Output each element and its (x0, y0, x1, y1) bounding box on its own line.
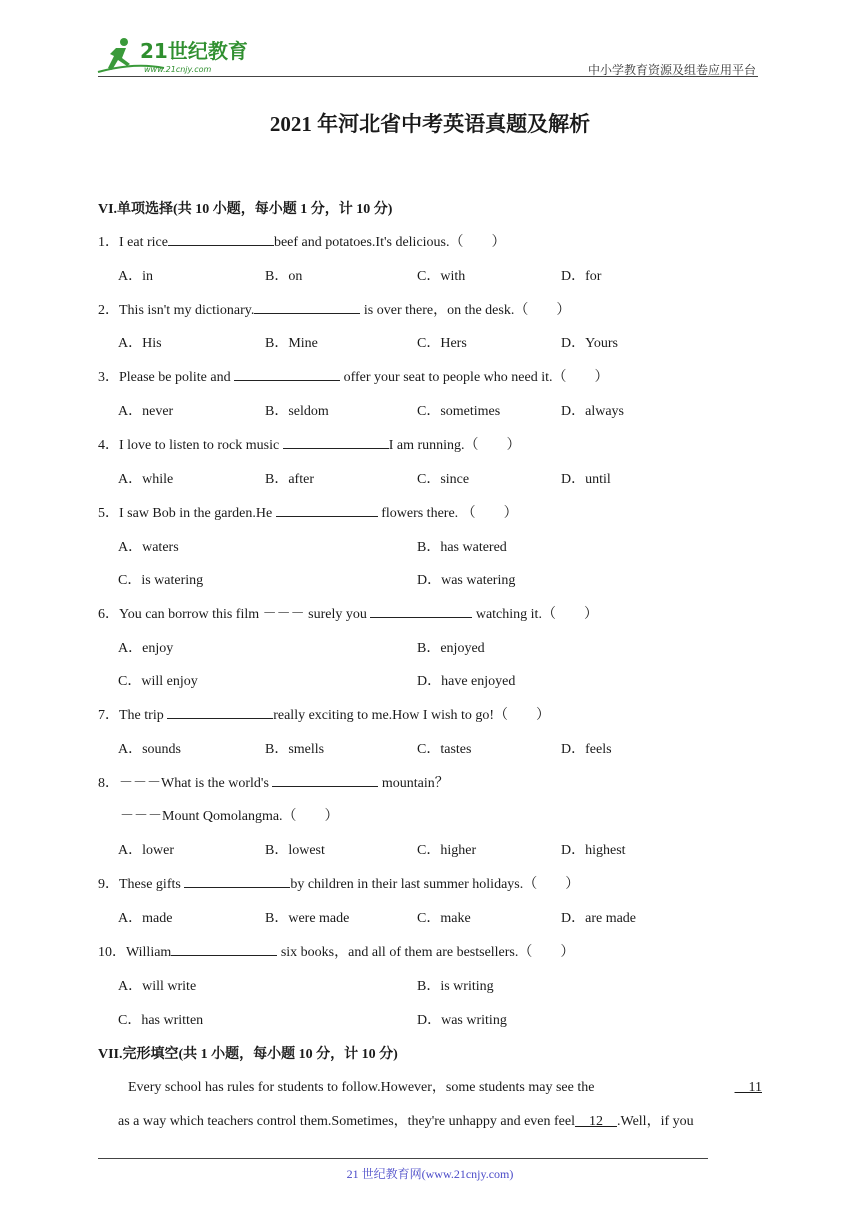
passage-line-2 (118, 1110, 694, 1130)
question-6 (98, 603, 598, 623)
answer-blank[interactable] (167, 704, 273, 719)
question-2-text-pre: 2．This isn't my dictionary. (98, 303, 255, 318)
blank-12[interactable]: 12 (574, 1114, 617, 1129)
question-8-reply: －－－Mount Qomolangma.（ ） (120, 809, 339, 824)
question-5-text-post: flowers there. （ ） (377, 506, 518, 521)
passage-line-2-pre: as a way which teachers control them.Sometimes，they're unhappy and even feel (118, 1114, 575, 1129)
section-7-title: VII.完形填空(共 1 小题，每小题 10 分，计 10 分) (98, 1047, 398, 1062)
option-a[interactable]: A．waters (118, 540, 179, 555)
question-1-text-post: beef and potatoes.It's delicious.（ ） (273, 235, 506, 250)
site-logo (94, 34, 259, 78)
question-9 (98, 873, 579, 893)
option-b[interactable]: B．seldom (265, 404, 329, 419)
option-c[interactable]: C．with (417, 269, 466, 284)
question-7 (98, 704, 550, 724)
answer-blank[interactable] (168, 231, 274, 246)
answer-blank[interactable] (234, 366, 340, 381)
question-10-text-post: six books，and all of them are bestsellers.（ ） (277, 945, 575, 960)
question-4 (98, 434, 521, 454)
footer-text[interactable]: 21 世纪教育网(www.21cnjy.com) (346, 1167, 514, 1181)
option-c[interactable]: C．sometimes (417, 404, 501, 419)
answer-blank[interactable] (184, 873, 290, 888)
option-b[interactable]: B．has watered (417, 540, 507, 555)
question-1-text-pre: 1．I eat rice (98, 235, 168, 250)
answer-blank[interactable] (370, 603, 472, 618)
answer-blank[interactable] (171, 941, 277, 956)
option-d[interactable]: D．was writing (417, 1013, 507, 1028)
question-9-text-post: by children in their last summer holidays.（ ） (290, 877, 580, 892)
option-b[interactable]: B．enjoyed (417, 641, 485, 656)
question-8-text-pre: 8．－－－What is the world's (98, 776, 273, 791)
option-d[interactable]: D．Yours (561, 336, 618, 351)
passage-line-2-post: .Well，if you (616, 1114, 694, 1129)
option-d[interactable]: D．are made (561, 911, 637, 926)
question-5 (98, 502, 518, 522)
option-a[interactable]: A．will write (118, 979, 197, 994)
question-4-text-post: I am running.（ ） (388, 438, 521, 453)
page-title: 2021 年河北省中考英语真题及解析 (269, 112, 591, 136)
question-9-text-pre: 9．These gifts (98, 877, 185, 892)
option-c[interactable]: C．tastes (417, 742, 472, 757)
answer-blank[interactable] (276, 502, 378, 517)
option-c[interactable]: C．make (417, 911, 471, 926)
option-a[interactable]: A．His (118, 336, 162, 351)
question-10-text-pre: 10．William (98, 945, 172, 960)
option-c[interactable]: C．has written (118, 1013, 204, 1028)
option-b[interactable]: B．smells (265, 742, 325, 757)
logo-url: www.21cnjy.com (144, 65, 212, 74)
question-4-text-pre: 4．I love to listen to rock music (98, 438, 283, 453)
option-a[interactable]: A．sounds (118, 742, 182, 757)
passage-line-1: Every school has rules for students to follow.However，some students may see the (128, 1080, 595, 1095)
option-c[interactable]: C．since (417, 472, 470, 487)
question-3-text-post: offer your seat to people who need it.（ ） (340, 370, 609, 385)
option-b[interactable]: B．lowest (265, 843, 325, 858)
option-d[interactable]: D．for (561, 269, 602, 284)
blank-11[interactable]: 11 (734, 1080, 762, 1095)
option-c[interactable]: C．will enjoy (118, 674, 198, 689)
answer-blank[interactable] (254, 299, 360, 314)
question-3 (98, 366, 608, 386)
option-a[interactable]: A．lower (118, 843, 174, 858)
answer-blank[interactable] (283, 434, 389, 449)
question-1 (98, 231, 506, 251)
option-d[interactable]: D．feels (561, 742, 612, 757)
question-6-text-pre: 6．You can borrow this film －－－ surely you (98, 607, 371, 622)
option-c[interactable]: C．higher (417, 843, 477, 858)
option-b[interactable]: B．is writing (417, 979, 494, 994)
option-b[interactable]: B．Mine (265, 336, 318, 351)
question-2 (98, 299, 570, 319)
option-a[interactable]: A．enjoy (118, 641, 174, 656)
option-a[interactable]: A．made (118, 911, 173, 926)
question-5-text-pre: 5．I saw Bob in the garden.He (98, 506, 276, 521)
option-a[interactable]: A．in (118, 269, 153, 284)
option-d[interactable]: D．always (561, 404, 624, 419)
question-2-text-post: is over there，on the desk.（ ） (360, 303, 571, 318)
option-d[interactable]: D．was watering (417, 573, 516, 588)
header-divider (98, 76, 758, 77)
answer-blank[interactable] (272, 772, 378, 787)
footer-divider (98, 1158, 708, 1159)
platform-name: 中小学教育资源及组卷应用平台 (587, 63, 756, 77)
question-3-text-pre: 3．Please be polite and (98, 370, 235, 385)
question-7-text-post: really exciting to me.How I wish to go!（ ） (273, 708, 551, 723)
option-b[interactable]: B．were made (265, 911, 350, 926)
question-7-text-pre: 7．The trip (98, 708, 168, 723)
logo-text: 21世纪教育 (140, 39, 248, 63)
option-d[interactable]: D．have enjoyed (417, 674, 516, 689)
option-b[interactable]: B．after (265, 472, 314, 487)
option-c[interactable]: C．is watering (118, 573, 204, 588)
question-10 (98, 941, 574, 961)
question-8 (98, 772, 449, 792)
option-c[interactable]: C．Hers (417, 336, 467, 351)
question-6-text-post: watching it.（ ） (472, 607, 598, 622)
section-6-title: VI.单项选择(共 10 小题，每小题 1 分，计 10 分) (98, 202, 393, 217)
option-a[interactable]: A．while (118, 472, 174, 487)
option-b[interactable]: B．on (265, 269, 303, 284)
option-d[interactable]: D．highest (561, 843, 626, 858)
option-d[interactable]: D．until (561, 472, 611, 487)
option-a[interactable]: A．never (118, 404, 174, 419)
question-8-text-post: mountain？ (378, 776, 449, 791)
